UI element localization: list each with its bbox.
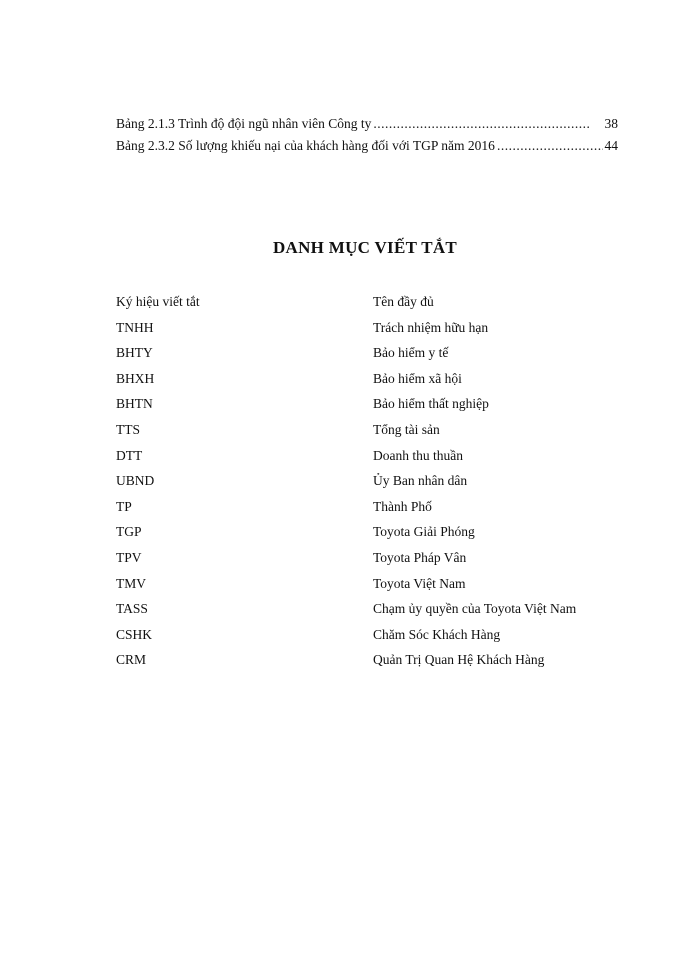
abbreviation-row — [116, 443, 636, 469]
abbreviation-full-name: Bảo hiểm xã hội — [373, 370, 462, 386]
abbreviation-row — [116, 468, 636, 494]
abbreviation-code: TPV — [116, 549, 142, 565]
abbreviation-code: DTT — [116, 447, 143, 463]
abbreviation-code: TTS — [116, 421, 141, 437]
abbreviation-code: CSHK — [116, 626, 153, 642]
abbreviation-code: UBND — [116, 473, 155, 489]
abbreviation-full-name: Chăm Sóc Khách Hàng — [373, 626, 501, 642]
abbreviation-row — [116, 417, 636, 443]
abbreviation-code: BHXH — [116, 370, 155, 386]
abbreviation-row — [116, 647, 636, 673]
abbreviation-full-name: Bảo hiểm y tế — [373, 345, 449, 361]
abbreviation-table — [116, 289, 636, 673]
abbreviation-full-name: Bảo hiểm thất nghiệp — [373, 396, 489, 412]
abbreviation-header-row — [116, 289, 636, 315]
abbreviation-full-name: Toyota Việt Nam — [373, 575, 466, 591]
abbreviation-full-name: Toyota Pháp Vân — [373, 549, 467, 565]
abbreviation-row — [116, 622, 636, 648]
toc-entry-title: Bảng 2.3.2 Số lượng khiếu nại của khách hàng đối với TGP năm 2016 — [116, 138, 495, 153]
abbreviation-full-name: Thành Phố — [373, 498, 432, 514]
abbreviation-row — [116, 366, 636, 392]
abbreviation-code: BHTY — [116, 345, 153, 361]
toc-entry-page: 44 — [604, 138, 618, 153]
abbreviation-code: TASS — [116, 601, 148, 617]
abbreviation-row — [116, 340, 636, 366]
abbreviation-full-name: Quản Trị Quan Hệ Khách Hàng — [373, 652, 545, 668]
abbreviation-row — [116, 596, 636, 622]
table-of-tables — [116, 113, 618, 157]
abbreviation-full-name: Toyota Giải Phóng — [373, 524, 475, 540]
toc-entry-page: 38 — [604, 116, 618, 131]
abbreviation-code: TMV — [116, 575, 146, 591]
abbreviation-code: TP — [116, 498, 132, 514]
abbreviation-row — [116, 571, 636, 597]
abbreviation-row — [116, 519, 636, 545]
toc-entry[interactable] — [116, 135, 618, 157]
abbreviation-header-full: Tên đầy đủ — [373, 294, 434, 309]
abbreviation-code: TNHH — [116, 319, 154, 335]
toc-entry-title: Bảng 2.1.3 Trình độ đội ngũ nhân viên Công ty — [116, 116, 372, 131]
abbreviation-full-name: Tổng tài sản — [373, 421, 440, 437]
abbreviation-full-name: Trách nhiệm hữu hạn — [373, 319, 489, 335]
toc-leader-dots — [373, 113, 590, 135]
abbreviation-code: BHTN — [116, 396, 153, 412]
abbreviation-row — [116, 494, 636, 520]
abbreviation-full-name: Doanh thu thuần — [373, 447, 463, 463]
abbreviation-code: CRM — [116, 652, 147, 668]
page-title: DANH MỤC VIẾT TẮT — [272, 238, 458, 257]
abbreviation-header-code: Ký hiệu viết tắt — [116, 294, 200, 309]
abbreviation-row — [116, 391, 636, 417]
abbreviation-row — [116, 545, 636, 571]
toc-entry[interactable] — [116, 113, 618, 135]
abbreviation-row — [116, 315, 636, 341]
abbreviation-full-name: Ủy Ban nhân dân — [373, 473, 468, 489]
toc-leader-dots — [497, 135, 603, 157]
abbreviation-full-name: Chạm ủy quyền của Toyota Việt Nam — [373, 601, 577, 617]
abbreviation-code: TGP — [116, 524, 142, 540]
